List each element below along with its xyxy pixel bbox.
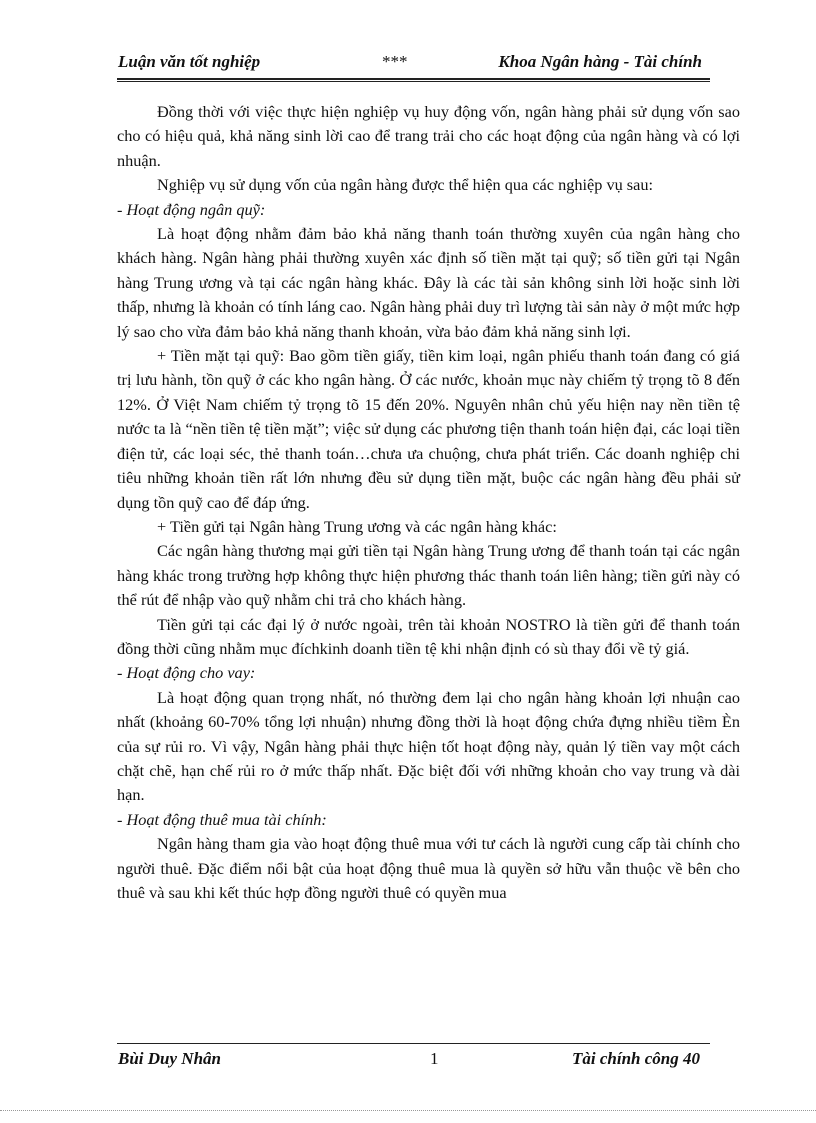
section-heading: - Hoạt động cho vay: bbox=[117, 663, 256, 683]
header-rule-thin bbox=[117, 81, 710, 82]
paragraph: Nghiệp vụ sử dụng vốn của ngân hàng được thể hiện qua các nghiệp vụ sau: bbox=[157, 175, 654, 195]
paragraph: Tiền gửi tại các đại lý ở nước ngoài, trên tài khoản NOSTRO là tiền gửi để thanh toán đồng thời cũng nhằm mục đíchkinh doanh tiền tệ khi nhận định có sù thay đổi về tỷ giá. bbox=[117, 614, 740, 658]
footer-rule bbox=[117, 1043, 710, 1044]
section-heading: - Hoạt động ngân quỹ: bbox=[117, 199, 266, 219]
page-edge-dotted-line bbox=[0, 1110, 816, 1111]
paragraph: + Tiền mặt tại quỹ: Bao gồm tiền giấy, tiền kim loại, ngân phiếu thanh toán đang có giá trị lưu hành, tồn quỹ ở các kho ngân hàng. Ở các nước, khoản mục này chiếm tỷ trọng tõ 8 đến 12%. Ở Việt Nam chiếm tỷ trọng tõ 15 đến 20%. Nguyên nhân chủ yếu hiện nay nền tiền tệ nước ta là “nền tiền tệ tiền mặt”; việc sử dụng các phương tiện thanh toán hiện đại, các loại tiền điện tử, các loại séc, thẻ thanh toán…chưa ưa chuộng, chưa phát triển. Các doanh nghiệp chi tiêu những khoản tiền rất lớn nhưng đều sử dụng tiền mặt, buộc các ngân hàng đều phải sử dụng tồn quỹ cao để đáp ứng. bbox=[117, 346, 740, 512]
footer-class: Tài chính công 40 bbox=[572, 1049, 700, 1068]
page-header bbox=[118, 52, 710, 78]
header-thesis-label: Luận văn tốt nghiệp bbox=[118, 52, 261, 71]
header-separator: *** bbox=[382, 52, 408, 71]
page-body bbox=[117, 100, 740, 905]
paragraph: Là hoạt động quan trọng nhất, nó thường đem lại cho ngân hàng khoản lợi nhuận cao nhất (khoảng 60-70% tổng lợi nhuận) nhưng đồng thời là hoạt động chứa đựng nhiều tiềm Èn của sự rủi ro. Vì vậy, Ngân hàng phải thực hiện tốt hoạt động này, quản lý tiền vay một cách chặt chẽ, hạn chế rủi ro ở mức thấp nhất. Đặc biệt đối với những khoản cho vay trung và dài hạn. bbox=[117, 687, 740, 805]
paragraph: + Tiền gửi tại Ngân hàng Trung ương và các ngân hàng khác: bbox=[157, 516, 557, 536]
section-heading: - Hoạt động thuê mua tài chính: bbox=[117, 809, 327, 829]
paragraph: Ngân hàng tham gia vào hoạt động thuê mua với tư cách là người cung cấp tài chính cho người thuê. Đặc điểm nổi bật của hoạt động thuê mua là quyền sở hữu vẫn thuộc về bên cho thuê và sau khi kết thúc hợp đồng người thuê có quyền mua bbox=[117, 834, 740, 902]
footer-author: Bùi Duy Nhân bbox=[118, 1049, 221, 1068]
page-footer bbox=[118, 1049, 710, 1075]
page-number: 1 bbox=[430, 1049, 439, 1068]
paragraph: Các ngân hàng thương mại gửi tiền tại Ngân hàng Trung ương để thanh toán tại các ngân hàng khác trong trường hợp không thực hiện phương thác thanh toán liên hàng; tiền gửi này có thể rút để nhập vào quỹ nhằm chi trả cho khách hàng. bbox=[117, 541, 740, 610]
paragraph: Là hoạt động nhằm đảm bảo khả năng thanh toán thường xuyên của ngân hàng cho khách hàng. Ngân hàng phải thường xuyên xác định số tiền mặt tại quỹ; số tiền gửi tại Ngân hàng Trung ương và tại các ngân hàng khác. Đây là các tài sản không sinh lời hoặc sinh lời thấp, nhưng là khoản có tính láng cao. Ngân hàng phải duy trì lượng tài sản này ở một mức hợp lý sao cho vừa đảm bảo khả năng thanh khoản, vừa bảo đảm khả năng sinh lợi. bbox=[117, 224, 740, 341]
header-rule bbox=[117, 78, 710, 80]
header-faculty-label: Khoa Ngân hàng - Tài chính bbox=[498, 52, 702, 71]
paragraph: Đồng thời với việc thực hiện nghiệp vụ huy động vốn, ngân hàng phải sử dụng vốn sao cho có hiệu quả, khả năng sinh lời cao để trang trải cho các hoạt động của ngân hàng và có lợi nhuận. bbox=[117, 102, 740, 170]
